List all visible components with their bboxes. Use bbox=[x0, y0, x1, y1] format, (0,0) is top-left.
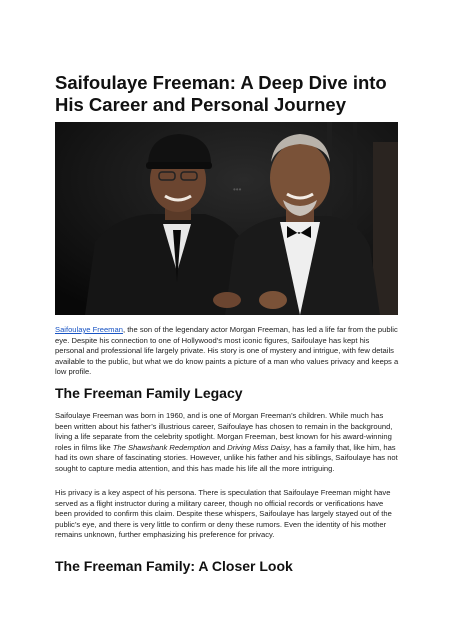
legacy-text-a: Saifoulaye Freeman was born in 1960, and is one of Morgan Freeman’s children. While much has been written about his father’s illustrious career, Saifoulaye has chosen to remain in the background, living a life separate from the celebrity spotlight. Morgan Freeman, best known for his award-winning roles in films like bbox=[55, 411, 393, 452]
intro-text: , the son of the legendary actor Morgan Freeman, has led a life far from the public eye. Despite his connection to one of Hollywood’s most iconic figures, Saifoulaye has kept his personal and professional life largely private. His story is one of mystery and intrigue, with few details available to the public, but what we do know paints a picture of a man who values privacy and keeps a low profile. bbox=[55, 325, 399, 377]
article-photo bbox=[55, 122, 398, 315]
intro-paragraph bbox=[55, 325, 400, 378]
svg-text:•••: ••• bbox=[233, 185, 242, 194]
section-heading-family-legacy: The Freeman Family Legacy bbox=[55, 385, 243, 401]
legacy-paragraph-1 bbox=[55, 411, 400, 475]
article-title: Saifoulaye Freeman: A Deep Dive into His Career and Personal Journey bbox=[55, 72, 387, 115]
legacy-text-b: , has a family that, like him, has had its own share of fascinating stories. However, unlike his father and his siblings, Saifoulaye has not sought to capture media attention, and this has made his life all the more intriguing. bbox=[55, 442, 398, 473]
legacy-paragraph-2: His privacy is a key aspect of his persona. There is speculation that Saifoulaye Freeman might have served as a flight instructor during a military career, though no official records or verifications have been provided to confirm this claim. Despite these whispers, Saifoulaye has largely stayed out of the public’s eye, and there is very little to confirm or deny these rumors. Even the identity of his mother remains unknown, further emphasizing his preference for privacy. bbox=[55, 488, 392, 540]
photo-illustration bbox=[55, 122, 398, 315]
section-heading-closer-look: The Freeman Family: A Closer Look bbox=[55, 558, 293, 574]
film-title-shawshank: The Shawshank Redemption bbox=[112, 442, 211, 452]
subject-link[interactable]: Saifoulaye Freeman bbox=[55, 325, 123, 334]
film-title-driving-miss-daisy: Driving Miss Daisy bbox=[227, 442, 290, 452]
legacy-text-and: and bbox=[210, 442, 228, 452]
